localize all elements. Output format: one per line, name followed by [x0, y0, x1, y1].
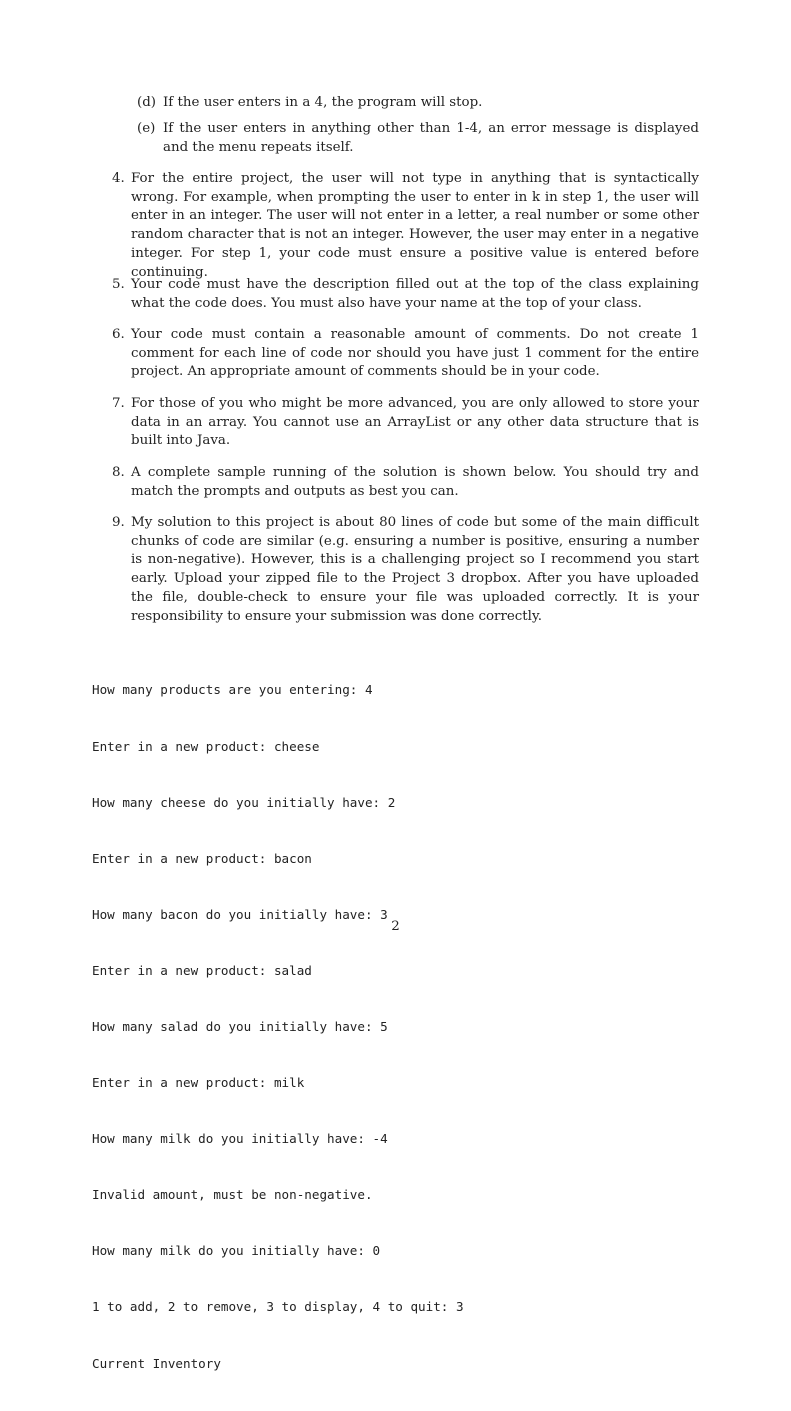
item-number: 4.: [112, 171, 125, 186]
list-item-8: [112, 464, 699, 501]
code-line: Enter in a new product: bacon: [92, 850, 312, 866]
sub-item-label: (d): [137, 95, 157, 110]
code-line: How many salad do you initially have: 5: [92, 1018, 388, 1034]
item-text: For the entire project, the user will not type in anything that is syntactically wrong. For example, when prompting the user to enter in k in step 1, the user will enter in an integer. The user will not enter in a letter, a real number or some other random character that is not an integer. However, the user may enter in a negative integer. For step 1, your code must ensure a positive value is entered before continuing.: [131, 171, 699, 280]
sub-item-text: If the user enters in anything other than 1-4, an error message is displayed and the menu repeats itself.: [163, 121, 699, 155]
code-line: Enter in a new product: salad: [92, 962, 312, 978]
list-item-7: [112, 395, 699, 451]
item-number: 5.: [112, 277, 125, 292]
code-line: How many products are you entering: 4: [92, 682, 373, 698]
list-item-9: [112, 514, 699, 626]
page-number: 2: [391, 919, 400, 934]
sample-output-code-block: [92, 644, 464, 1411]
code-line: Current Inventory: [92, 1355, 221, 1371]
code-line: How many milk do you initially have: 0: [92, 1243, 381, 1259]
item-number: 6.: [112, 327, 125, 342]
list-item-6: [112, 326, 699, 382]
list-item-4: [112, 170, 699, 282]
item-number: 9.: [112, 515, 125, 530]
code-line: How many cheese do you initially have: 2: [92, 794, 396, 810]
item-text: For those of you who might be more advanced, you are only allowed to store your data in an array. You cannot use an ArrayList or any other data structure that is built into Java.: [131, 396, 699, 449]
sub-item-d: [137, 94, 699, 113]
item-text: Your code must have the description filled out at the top of the class explaining what the code does. You must also have your name at the top of your class.: [131, 277, 699, 311]
list-item-5: [112, 276, 699, 313]
code-line: Enter in a new product: cheese: [92, 738, 320, 754]
item-number: 7.: [112, 396, 125, 411]
code-line: Enter in a new product: milk: [92, 1075, 305, 1091]
item-number: 8.: [112, 465, 125, 480]
sub-item-text: If the user enters in a 4, the program will stop.: [163, 95, 483, 110]
sub-item-e: [137, 120, 699, 157]
item-text: Your code must contain a reasonable amount of comments. Do not create 1 comment for each line of code nor should you have just 1 comment for the entire project. An appropriate amount of comments should be in your code.: [131, 327, 699, 380]
item-text: My solution to this project is about 80 lines of code but some of the main difficult chunks of code are similar (e.g. ensuring a number is positive, ensuring a number is non-negative). However, this is a challenging project so I recommend you start early. Upload your zipped file to the Project 3 dropbox. After you have uploaded the file, double-check to ensure your file was uploaded correctly. It is your responsibility to ensure your submission was done correctly.: [131, 515, 699, 624]
code-line: How many milk do you initially have: -4: [92, 1131, 388, 1147]
code-line: Invalid amount, must be non-negative.: [92, 1187, 373, 1203]
sub-item-label: (e): [137, 121, 156, 136]
item-text: A complete sample running of the solution is shown below. You should try and match the prompts and outputs as best you can.: [131, 465, 699, 499]
code-line: How many bacon do you initially have: 3: [92, 906, 388, 922]
code-line: 1 to add, 2 to remove, 3 to display, 4 to quit: 3: [92, 1299, 464, 1315]
